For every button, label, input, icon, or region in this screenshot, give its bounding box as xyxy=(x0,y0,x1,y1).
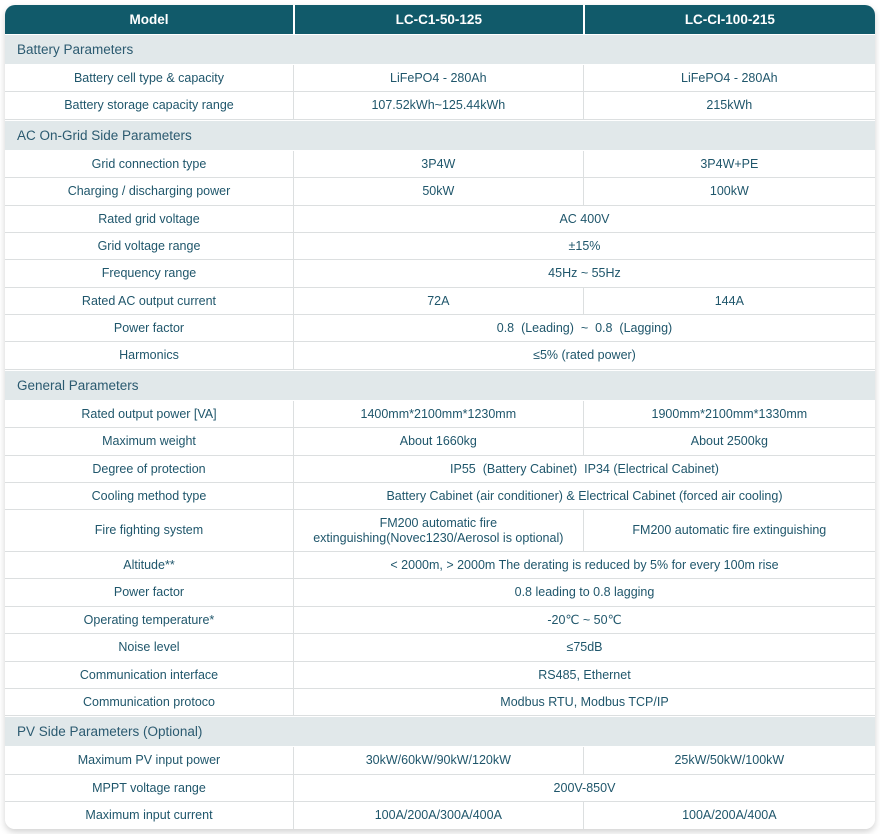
spec-table-card xyxy=(5,5,875,829)
table-row xyxy=(5,689,875,716)
param-value: FM200 automatic fire extinguishing xyxy=(583,510,875,552)
param-label: Communication protoco xyxy=(5,689,293,716)
param-label: Power factor xyxy=(5,579,293,606)
param-value: 144A xyxy=(583,288,875,315)
section-row xyxy=(5,370,875,401)
header-cell-model: Model xyxy=(5,5,293,34)
table-row xyxy=(5,607,875,634)
param-label: Fire fighting system xyxy=(5,510,293,552)
spec-table-body xyxy=(5,34,875,829)
param-value-merged: Modbus RTU, Modbus TCP/IP xyxy=(293,689,875,716)
section-row xyxy=(5,34,875,65)
param-value: 100A/200A/300A/400A xyxy=(293,802,583,829)
table-row xyxy=(5,178,875,205)
param-value: 1900mm*2100mm*1330mm xyxy=(583,401,875,428)
param-label: Degree of protection xyxy=(5,456,293,483)
param-value: 1400mm*2100mm*1230mm xyxy=(293,401,583,428)
section-title: Battery Parameters xyxy=(5,34,875,65)
param-label: Rated AC output current xyxy=(5,288,293,315)
param-value-merged: < 2000m, > 2000m The derating is reduced by 5% for every 100m rise xyxy=(293,552,875,579)
param-value: About 2500kg xyxy=(583,428,875,455)
param-label: Frequency range xyxy=(5,260,293,287)
param-value: 25kW/50kW/100kW xyxy=(583,747,875,774)
param-value: 72A xyxy=(293,288,583,315)
param-label: Noise level xyxy=(5,634,293,661)
param-value: 100A/200A/400A xyxy=(583,802,875,829)
table-row xyxy=(5,579,875,606)
param-value: 107.52kWh~125.44kWh xyxy=(293,92,583,119)
table-row xyxy=(5,483,875,510)
table-row xyxy=(5,747,875,774)
param-label: Grid voltage range xyxy=(5,233,293,260)
header-cell-model-1: LC-C1-50-125 xyxy=(293,5,583,34)
table-row xyxy=(5,151,875,178)
param-value-merged: RS485, Ethernet xyxy=(293,662,875,689)
param-value: LiFePO4 - 280Ah xyxy=(583,65,875,92)
table-row xyxy=(5,288,875,315)
table-row xyxy=(5,634,875,661)
param-value-merged: 200V-850V xyxy=(293,775,875,802)
param-label: MPPT voltage range xyxy=(5,775,293,802)
section-row xyxy=(5,120,875,151)
param-label: Altitude** xyxy=(5,552,293,579)
param-label: Rated grid voltage xyxy=(5,206,293,233)
table-row xyxy=(5,662,875,689)
param-label: Rated output power [VA] xyxy=(5,401,293,428)
header-row xyxy=(5,5,875,34)
param-value: 100kW xyxy=(583,178,875,205)
table-row xyxy=(5,510,875,552)
param-value-merged: ±15% xyxy=(293,233,875,260)
table-row xyxy=(5,401,875,428)
param-value-merged: ≤75dB xyxy=(293,634,875,661)
table-row xyxy=(5,342,875,369)
param-value: 3P4W+PE xyxy=(583,151,875,178)
param-value-merged: 45Hz ~ 55Hz xyxy=(293,260,875,287)
table-row xyxy=(5,233,875,260)
section-title: AC On-Grid Side Parameters xyxy=(5,120,875,151)
param-label: Maximum input current xyxy=(5,802,293,829)
table-row xyxy=(5,456,875,483)
table-row xyxy=(5,92,875,119)
param-label: Charging / discharging power xyxy=(5,178,293,205)
param-value-merged: AC 400V xyxy=(293,206,875,233)
param-value: 30kW/60kW/90kW/120kW xyxy=(293,747,583,774)
table-row xyxy=(5,428,875,455)
param-value: LiFePO4 - 280Ah xyxy=(293,65,583,92)
param-value-merged: 0.8 (Leading) ~ 0.8 (Lagging) xyxy=(293,315,875,342)
param-value-merged: -20℃ ~ 50℃ xyxy=(293,607,875,634)
param-value-merged: IP55 (Battery Cabinet) IP34 (Electrical Cabinet) xyxy=(293,456,875,483)
param-value: 50kW xyxy=(293,178,583,205)
table-row xyxy=(5,775,875,802)
table-row xyxy=(5,260,875,287)
table-row xyxy=(5,206,875,233)
header-cell-model-2: LC-CI-100-215 xyxy=(583,5,875,34)
param-label: Cooling method type xyxy=(5,483,293,510)
table-row xyxy=(5,802,875,829)
param-value: 215kWh xyxy=(583,92,875,119)
param-value-merged: Battery Cabinet (air conditioner) & Electrical Cabinet (forced air cooling) xyxy=(293,483,875,510)
param-label: Power factor xyxy=(5,315,293,342)
param-value-merged: ≤5% (rated power) xyxy=(293,342,875,369)
param-label: Harmonics xyxy=(5,342,293,369)
param-label: Maximum PV input power xyxy=(5,747,293,774)
param-value: About 1660kg xyxy=(293,428,583,455)
table-row xyxy=(5,552,875,579)
spec-table xyxy=(5,5,875,829)
section-row xyxy=(5,716,875,747)
section-title: PV Side Parameters (Optional) xyxy=(5,716,875,747)
param-value: FM200 automatic fire extinguishing(Novec1230/Aerosol is optional) xyxy=(293,510,583,552)
spec-table-header xyxy=(5,5,875,34)
section-title: General Parameters xyxy=(5,370,875,401)
param-value: 3P4W xyxy=(293,151,583,178)
table-row xyxy=(5,315,875,342)
param-label: Maximum weight xyxy=(5,428,293,455)
param-label: Battery storage capacity range xyxy=(5,92,293,119)
param-value-merged: 0.8 leading to 0.8 lagging xyxy=(293,579,875,606)
param-label: Grid connection type xyxy=(5,151,293,178)
table-row xyxy=(5,65,875,92)
param-label: Operating temperature* xyxy=(5,607,293,634)
param-label: Communication interface xyxy=(5,662,293,689)
param-label: Battery cell type & capacity xyxy=(5,65,293,92)
